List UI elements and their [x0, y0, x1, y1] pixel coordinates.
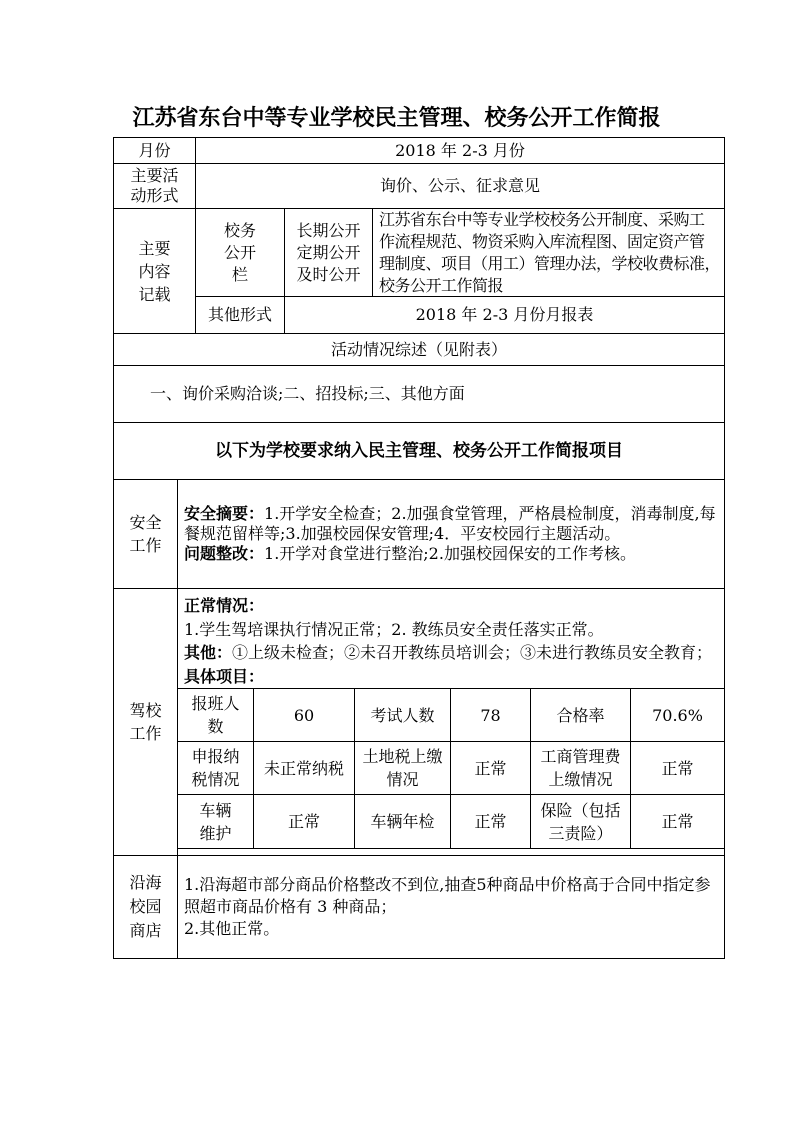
cell-text: 三责险） — [548, 823, 613, 843]
pass-rate-label — [530, 688, 631, 742]
items-heading-cell — [113, 422, 725, 480]
notice-board-label-line: 校务 — [223, 220, 256, 240]
disclosure-type: 定期公开 — [296, 242, 361, 262]
main-content-label-cell — [113, 208, 196, 334]
safety-rectification-line — [184, 544, 636, 564]
driving-school-label-line: 驾校 — [129, 701, 162, 720]
tax-filing-label — [177, 741, 254, 795]
cell-text: 车辆年检 — [370, 812, 435, 831]
business-fee-label — [530, 741, 631, 795]
notice-board-content-line: 校务公开工作简报 — [379, 275, 504, 295]
notice-board-content-cell — [372, 208, 725, 297]
business-fee-value — [630, 741, 725, 795]
driving-normal-text: 1.学生驾培课执行情况正常；2. 教练员安全责任落实正常。 — [184, 619, 604, 639]
safety-summary-text: 餐规范留样等;3.加强校园保安管理;4．平安校园行主题活动。 — [184, 524, 621, 543]
vehicle-maintenance-label — [177, 794, 254, 849]
land-tax-label — [354, 741, 451, 795]
cell-text: 未正常纳税 — [263, 758, 344, 778]
notice-board-content-line: 江苏省东台中等专业学校校务公开制度、采购工 — [379, 209, 705, 229]
campus-store-content-cell — [177, 855, 725, 959]
cell-text: 税情况 — [191, 770, 240, 789]
other-forms-value-cell — [284, 296, 725, 334]
cell-text: 保险（包括 — [540, 800, 621, 820]
cell-text: 土地税上缴 — [362, 747, 443, 766]
tax-filing-value — [253, 741, 355, 795]
cell-text: 工商管理费 — [540, 747, 621, 766]
land-tax-value — [450, 741, 531, 795]
safety-label-line: 安全 — [129, 513, 162, 532]
cell-text: 78 — [480, 705, 501, 725]
safety-rectification-label: 问题整改： — [184, 544, 265, 563]
cell-text: 正常 — [287, 812, 320, 831]
activity-summary-text-cell — [113, 365, 725, 423]
campus-store-label-line: 校园 — [129, 897, 162, 916]
report-title: 江苏省东台中等专业学校民主管理、校务公开工作简报 — [132, 105, 661, 131]
cell-text: 申报纳 — [191, 747, 240, 766]
cell-text: 正常 — [661, 812, 694, 831]
activity-summary-heading: 活动情况综述（见附表） — [330, 339, 507, 359]
activity-summary-text: 一、询价采购洽谈;二、招投标;三、其他方面 — [150, 384, 465, 403]
exam-takers-label — [354, 688, 451, 742]
campus-store-line: 2.其他正常。 — [184, 919, 280, 938]
month-value: 2018 年 2-3 月份 — [395, 140, 525, 160]
enrollment-count-label — [177, 688, 254, 742]
campus-store-line: 照超市商品价格有 3 种商品； — [184, 897, 397, 916]
cell-text: 车辆 — [199, 800, 232, 820]
driving-other-label: 其他： — [184, 643, 233, 662]
activity-form-value-cell — [195, 163, 725, 209]
driving-other-line — [184, 641, 712, 665]
notice-board-label-cell — [195, 208, 285, 297]
safety-summary-label: 安全摘要： — [184, 504, 265, 523]
safety-summary-line — [184, 504, 716, 524]
activity-form-label-cell — [113, 163, 196, 209]
vehicle-inspection-value — [450, 794, 531, 849]
cell-text: 情况 — [386, 770, 419, 789]
insurance-label — [530, 794, 631, 849]
notice-board-label-line: 公开 — [223, 242, 256, 262]
notice-board-content-line: 作流程规范、物资采购入库流程图、固定资产管 — [379, 231, 705, 251]
cell-text: 数 — [207, 717, 224, 736]
campus-store-label-line: 沿海 — [129, 873, 162, 892]
month-value-cell — [195, 137, 725, 164]
campus-store-label-line: 商店 — [129, 921, 162, 940]
activity-form-label-line: 动形式 — [130, 186, 179, 205]
disclosure-type: 及时公开 — [296, 264, 361, 284]
disclosure-type: 长期公开 — [296, 220, 361, 240]
cell-text: 维护 — [199, 823, 232, 843]
driving-normal-label: 正常情况： — [184, 596, 265, 615]
cell-text: 70.6% — [652, 705, 703, 725]
main-content-label-line: 主要 — [138, 238, 171, 258]
cell-text: 报班人 — [191, 694, 240, 713]
cell-text: 正常 — [474, 758, 507, 778]
main-content-label-line: 记载 — [138, 284, 171, 304]
other-forms-label-cell — [195, 296, 285, 334]
campus-store-label-cell — [113, 855, 178, 959]
safety-content-cell — [177, 479, 725, 589]
campus-store-line: 1.沿海超市部分商品价格整改不到位,抽查5种商品中价格高于合同中指定参 — [184, 875, 711, 894]
activity-form-label-line: 主要活 — [130, 166, 179, 185]
pass-rate-value — [630, 688, 725, 742]
items-heading: 以下为学校要求纳入民主管理、校务公开工作简报项目 — [215, 441, 623, 461]
driving-other-text: ①上级未检查；②未召开教练员培训会；③未进行教练员安全教育； — [232, 643, 713, 662]
cell-text: 60 — [293, 705, 315, 725]
other-forms-value: 2018 年 2-3 月份月报表 — [415, 305, 594, 324]
vehicle-inspection-label — [354, 794, 451, 849]
notice-board-label-line: 栏 — [231, 264, 248, 284]
driving-school-label-cell — [113, 588, 178, 856]
cell-text: 上缴情况 — [548, 770, 613, 789]
enrollment-count-value — [253, 688, 355, 742]
other-forms-label: 其他形式 — [207, 305, 272, 324]
month-label: 月份 — [138, 140, 171, 160]
vehicle-maintenance-value — [253, 794, 355, 849]
driving-school-label-line: 工作 — [129, 724, 162, 743]
activity-form-value: 询价、公示、征求意见 — [379, 176, 540, 195]
driving-details-label: 具体项目： — [184, 666, 265, 686]
cell-text: 考试人数 — [370, 705, 435, 725]
driving-details-table — [177, 688, 725, 849]
cell-text: 正常 — [661, 758, 694, 778]
safety-rectification-text: 1.开学对食堂进行整治;2.加强校园保安的工作考核。 — [264, 544, 636, 563]
main-content-label-line: 内容 — [138, 261, 171, 281]
month-label-cell — [113, 137, 196, 164]
safety-label-line: 工作 — [129, 536, 162, 555]
notice-board-content-line: 理制度、项目（用工）管理办法，学校收费标准， — [379, 253, 721, 273]
exam-takers-value — [450, 688, 531, 742]
safety-label-cell — [113, 479, 178, 589]
disclosure-types-cell — [284, 208, 373, 297]
insurance-value — [630, 794, 725, 849]
cell-text: 正常 — [474, 812, 507, 831]
cell-text: 合格率 — [556, 705, 605, 725]
safety-summary-text: 1.开学安全检查；2.加强食堂管理，严格晨检制度，消毒制度,每 — [264, 504, 716, 523]
activity-summary-heading-cell — [113, 333, 725, 366]
